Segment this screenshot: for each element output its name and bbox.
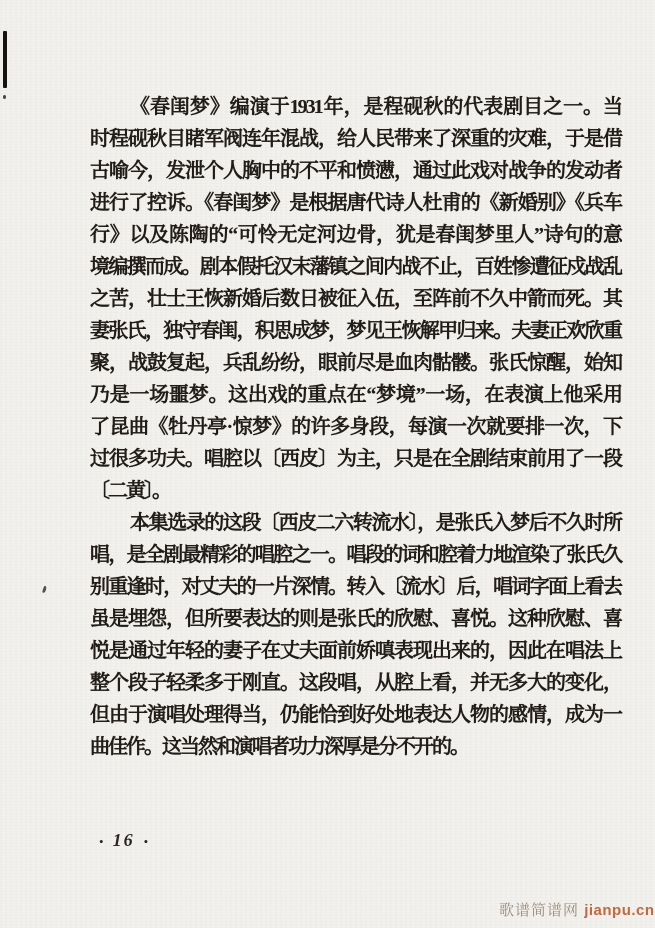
text-line: 妻张氏，独守春闺，积思成梦，梦见王恢解甲归来。夫妻正欢欣重 bbox=[90, 320, 621, 342]
page-number-value: 16 bbox=[112, 830, 135, 850]
text-line: 时程砚秋目睹军阀连年混战，给人民带来了深重的灾难，于是借 bbox=[90, 128, 621, 150]
text-line: 〔二黄〕。 bbox=[90, 480, 170, 502]
text-block bbox=[90, 91, 621, 763]
text-line: 悦是通过年轻的妻子在丈夫面前娇嗔表现出来的，因此在唱法上 bbox=[90, 640, 621, 662]
text-line: 行》以及陈陶的“可怜无定河边骨，犹是春闺梦里人”诗句的意 bbox=[90, 224, 621, 246]
text-line: 但由于演唱处理得当，仍能恰到好处地表达人物的感情，成为一 bbox=[90, 704, 621, 726]
text-line: 古喻今，发泄个人胸中的不平和愤懑，通过此戏对战争的发动者 bbox=[90, 160, 621, 182]
text-line: 了昆曲《牡丹亭·惊梦》的许多身段，每演一次就要排一次，下 bbox=[90, 416, 621, 438]
watermark-site-name: 歌谱简谱网 bbox=[499, 902, 580, 919]
text-line: 《春闺梦》编演于1931年，是程砚秋的代表剧目之一。当 bbox=[130, 96, 621, 118]
text-line: 曲佳作。这当然和演唱者功力深厚是分不开的。 bbox=[90, 736, 468, 758]
text-line: 虽是埋怨，但所要表达的则是张氏的欣慰、喜悦。这种欣慰、喜 bbox=[90, 608, 621, 630]
scan-artifact-speck bbox=[42, 586, 47, 594]
text-line: 之苦，壮士王恢新婚后数日被征入伍，至阵前不久中箭而死。其 bbox=[90, 288, 621, 310]
scan-artifact-bar bbox=[3, 31, 7, 88]
page-number-dot-right: • bbox=[143, 834, 149, 849]
text-line: 聚，战鼓复起，兵乱纷纷，眼前尽是血肉骷髅。张氏惊醒，始知 bbox=[90, 352, 621, 374]
watermark-site-url: jianpu.cn bbox=[584, 902, 655, 919]
text-line: 乃是一场噩梦。这出戏的重点在“梦境”一场，在表演上他采用 bbox=[90, 384, 621, 406]
page-number bbox=[99, 830, 148, 851]
text-line: 整个段子轻柔多于刚直。这段唱，从腔上看，并无多大的变化， bbox=[90, 672, 621, 694]
scan-artifact-dot bbox=[3, 95, 6, 99]
text-line: 进行了控诉。《春闺梦》是根据唐代诗人杜甫的《新婚别》《兵车 bbox=[90, 192, 621, 214]
text-line: 别重逢时，对丈夫的一片深情。转入〔流水〕后，唱词字面上看去 bbox=[90, 576, 621, 598]
text-line: 唱，是全剧最精彩的唱腔之一。唱段的词和腔着力地渲染了张氏久 bbox=[90, 544, 621, 566]
watermark bbox=[499, 899, 655, 920]
text-line: 境编撰而成。剧本假托汉末藩镇之间内战不止，百姓惨遭征戍战乱 bbox=[90, 256, 621, 278]
text-line: 本集选录的这段〔西皮二六转流水〕，是张氏入梦后不久时所 bbox=[130, 512, 621, 534]
text-line: 过很多功夫。唱腔以〔西皮〕为主，只是在全剧结束前用了一段 bbox=[90, 448, 621, 470]
page-number-dot-left: • bbox=[99, 834, 104, 849]
